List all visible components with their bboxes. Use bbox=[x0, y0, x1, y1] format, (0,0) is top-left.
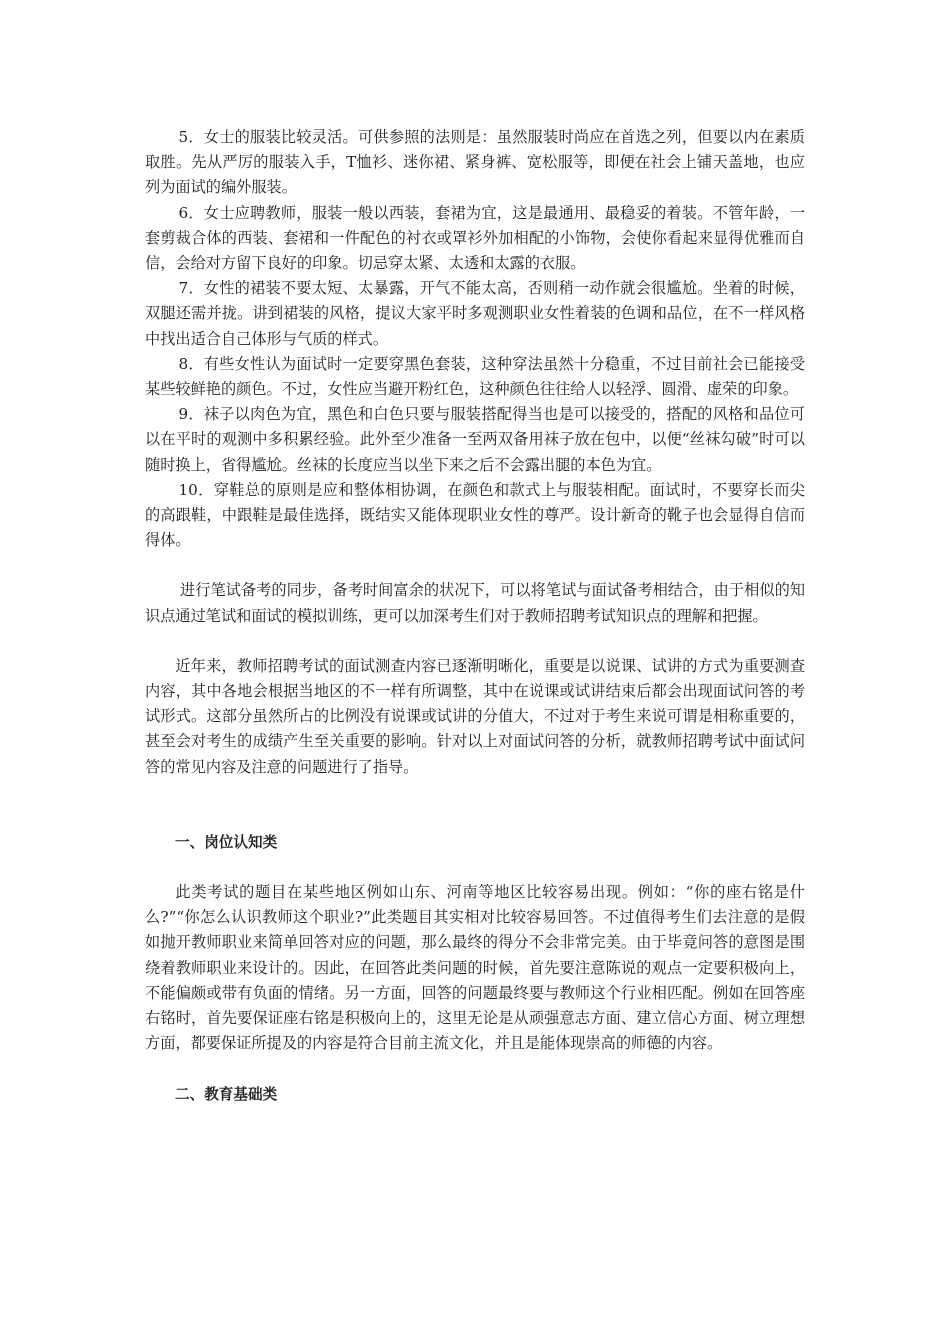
section-body-job-cognition: 此类考试的题目在某些地区例如山东、河南等地区比较容易出现。例如：“你的座右铭是什么?”“你怎么认识教师这个职业?”此类题目其实相对比较容易回答。不过值得考生们去注意的是假如抛开教师职业来简单回答对应的问题，那么最终的得分不会非常完美。由于毕竟问答的意图是围绕着教师职业来设计的。因此，在回答此类问题的时候，首先要注意陈说的观点一定要积极向上，不能偏颇或带有负面的情绪。另一方面，回答的问题最终要与教师这个行业相匹配。例如在回答座右铭时，首先要保证座右铭是积极向上的，这里无论是从顽强意志方面、建立信心方面、树立理想方面，都要保证所提及的内容是符合目前主流文化，并且是能体现崇高的师德的内容。 bbox=[145, 883, 805, 1053]
section-heading-education-basics: 二、教育基础类 bbox=[175, 1085, 278, 1103]
prep-paragraph: 进行笔试备考的同步，备考时间富余的状况下，可以将笔试与面试备考相结合，由于相似的知识点通过笔试和面试的模拟训练，更可以加深考生们对于教师招聘考试知识点的理解和把握。 bbox=[145, 581, 805, 625]
tip-item-10: 10．穿鞋总的原则是应和整体相协调，在颜色和款式上与服装相配。面试时，不要穿长而尖的高跟鞋，中跟鞋是最佳选择，既结实又能体现职业女性的尊严。设计新奇的靴子也会显得自信而得体。 bbox=[145, 480, 805, 550]
section-heading-job-cognition: 一、岗位认知类 bbox=[175, 833, 278, 851]
tip-item-9: 9．袜子以肉色为宜，黑色和白色只要与服装搭配得当也是可以接受的，搭配的风格和品位可以在平时的观测中多积累经验。此外至少准备一至两双备用袜子放在包中，以便“丝袜勾破”时可以随时换上，省得尴尬。丝袜的长度应当以坐下来之后不会露出腿的本色为宜。 bbox=[145, 405, 805, 474]
intro-paragraph: 近年来，教师招聘考试的面试测查内容已逐渐明晰化，重要是以说课、试讲的方式为重要测查内容，其中各地会根据当地区的不一样有所调整，其中在说课或试讲结束后都会出现面试问答的考试形式。这部分虽然所占的比例没有说课或试讲的分值大，不过对于考生来说可谓是相称重要的，甚至会对考生的成绩产生至关重要的影响。针对以上对面试问答的分析，就教师招聘考试中面试问答的常见内容及注意的问题进行了指导。 bbox=[145, 656, 805, 776]
spacer bbox=[145, 1057, 805, 1082]
tip-item-6: 6．女士应聘教师，服装一般以西装，套裙为宜，这是最通用、最稳妥的着装。不管年龄，一套剪裁合体的西装、套裙和一件配色的衬衣或罩衫外加相配的小饰物，会使你看起来显得优雅而自信，会给对方留下良好的印象。切忌穿太紧、太透和太露的衣服。 bbox=[145, 203, 805, 273]
tip-item-7: 7．女性的裙装不要太短、太暴露，开气不能太高，否则稍一动作就会很尴尬。坐着的时候，双腿还需并拢。讲到裙装的风格，提议大家平时多观测职业女性着装的色调和品位，在不一样风格中找出适合自己体形与气质的样式。 bbox=[145, 279, 805, 348]
tip-item-8: 8．有些女性认为面试时一定要穿黑色套装，这种穿法虽然十分稳重，不过目前社会已能接受某些较鲜艳的颜色。不过，女性应当避开粉红色，这种颜色往往给人以轻浮、圆滑、虚荣的印象。 bbox=[145, 354, 805, 399]
spacer bbox=[145, 855, 805, 880]
document-page bbox=[145, 125, 805, 1107]
spacer bbox=[145, 629, 805, 654]
spacer bbox=[145, 780, 805, 830]
spacer bbox=[145, 553, 805, 578]
tip-item-5: 5．女士的服装比较灵活。可供参照的法则是：虽然服装时尚应在首选之列，但要以内在素质取胜。先从严厉的服装入手，T恤衫、迷你裙、紧身裤、宽松服等，即便在社会上铺天盖地，也应列为面试的编外服装。 bbox=[145, 128, 805, 197]
attire-tips-list bbox=[145, 125, 805, 553]
